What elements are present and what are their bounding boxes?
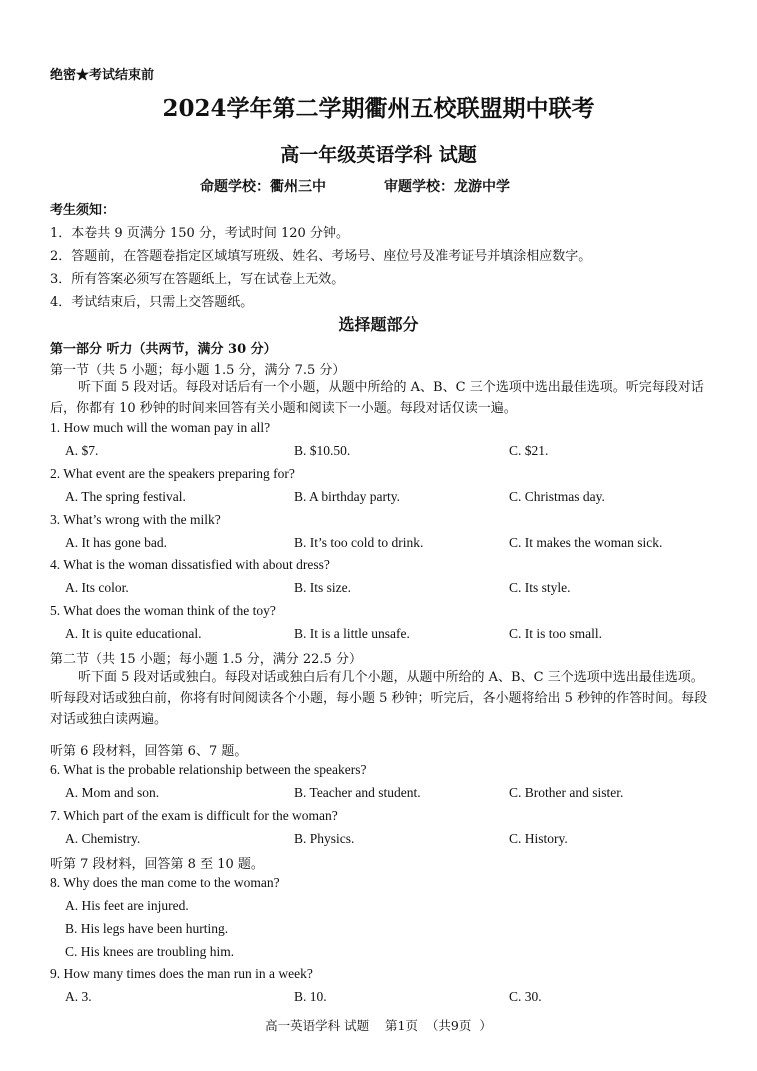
question-stem: 7. Which part of the exam is difficult for the woman?: [50, 808, 338, 823]
option-b: B. Its size.: [294, 580, 351, 595]
option-a: A. It is quite educational.: [65, 626, 202, 641]
option-c: C. History.: [509, 831, 568, 846]
notice-heading: 考生须知：: [50, 203, 116, 218]
part1-heading: 第一部分 听力（共两节，满分 30 分）: [50, 342, 277, 357]
notice-item: 3．所有答案必须写在答题纸上，写在试卷上无效。: [50, 272, 345, 287]
option-a: A. It has gone bad.: [65, 535, 167, 550]
question-stem: 5. What does the woman think of the toy?: [50, 603, 276, 618]
option-c: C. Christmas day.: [509, 489, 605, 504]
option-c: C. 30.: [509, 989, 542, 1004]
option-c: C. Brother and sister.: [509, 785, 624, 800]
sec1-heading: 第一节（共 5 小题；每小题 1.5 分，满分 7.5 分）: [50, 363, 346, 378]
option-c: C. $21.: [509, 443, 549, 458]
question-stem: 3. What’s wrong with the milk?: [50, 512, 221, 527]
section-title: 选择题部分: [338, 315, 419, 334]
sec1-instructions-text: 听下面 5 段对话。每段对话后有一个小题，从题中所给的 A、B、C 三个选项中选出最佳选项。听完每段对话后，你都有 10 秒钟的时间来回答有关小题和阅读下一小题。每段对话仅读一遍。: [50, 380, 704, 416]
proposer-school: 命题学校：衢州三中: [200, 179, 326, 195]
material-7-note: 听第 7 段材料，回答第 8 至 10 题。: [50, 857, 264, 872]
option-a: A. 3.: [65, 989, 92, 1004]
option-b: B. 10.: [294, 989, 327, 1004]
option-b: B. $10.50.: [294, 443, 351, 458]
option-a: A. Chemistry.: [65, 831, 141, 846]
option-b: B. It is a little unsafe.: [294, 626, 410, 641]
option-a: A. His feet are injured.: [65, 898, 189, 913]
exam-subtitle: 高一年级英语学科 试题: [280, 144, 477, 166]
option-c: C. It makes the woman sick.: [509, 535, 663, 550]
reviewer-school: 审题学校：龙游中学: [384, 179, 510, 195]
exam-title: 2024学年第二学期衢州五校联盟期中联考: [162, 95, 595, 122]
option-c: C. His knees are troubling him.: [65, 944, 235, 959]
notice-item: 1．本卷共 9 页满分 150 分，考试时间 120 分钟。: [50, 226, 349, 241]
material-6-note: 听第 6 段材料，回答第 6、7 题。: [50, 744, 248, 759]
option-c: C. Its style.: [509, 580, 571, 595]
sec2-instructions: [50, 667, 715, 730]
option-a: A. Mom and son.: [65, 785, 160, 800]
option-b: B. His legs have been hurting.: [65, 921, 229, 936]
question-stem: 9. How many times does the man run in a week?: [50, 966, 313, 981]
confidential-label: 绝密★考试结束前: [50, 68, 155, 83]
question-stem: 4. What is the woman dissatisfied with about dress?: [50, 557, 330, 572]
option-a: A. $7.: [65, 443, 99, 458]
school-info: [200, 176, 510, 196]
option-a: A. Its color.: [65, 580, 129, 595]
option-c: C. It is too small.: [509, 626, 603, 641]
question-stem: 8. Why does the man come to the woman?: [50, 875, 280, 890]
option-b: B. Physics.: [294, 831, 355, 846]
sec1-instructions: [50, 377, 715, 419]
sec2-heading: 第二节（共 15 小题；每小题 1.5 分，满分 22.5 分）: [50, 652, 362, 667]
option-a: A. The spring festival.: [65, 489, 186, 504]
option-b: B. Teacher and student.: [294, 785, 421, 800]
page-footer: 高一英语学科 试题 第1页 （共9页 ）: [265, 1018, 492, 1033]
question-stem: 6. What is the probable relationship between the speakers?: [50, 762, 367, 777]
option-b: B. A birthday party.: [294, 489, 400, 504]
question-stem: 1. How much will the woman pay in all?: [50, 420, 271, 435]
sec2-instructions-text: 听下面 5 段对话或独白。每段对话或独白后有几个小题，从题中所给的 A、B、C 三个选项中选出最佳选项。听每段对话或独白前，你将有时间阅读各个小题，每小题 5 秒钟；听完后，各小题将给出 5 秒钟的作答时间。每段对话或独白读两遍。: [50, 670, 708, 727]
option-b: B. It’s too cold to drink.: [294, 535, 424, 550]
question-stem: 2. What event are the speakers preparing for?: [50, 466, 295, 481]
notice-item: 2．答题前，在答题卷指定区域填写班级、姓名、考场号、座位号及准考证号并填涂相应数字。: [50, 249, 592, 264]
notice-item: 4．考试结束后，只需上交答题纸。: [50, 295, 254, 310]
